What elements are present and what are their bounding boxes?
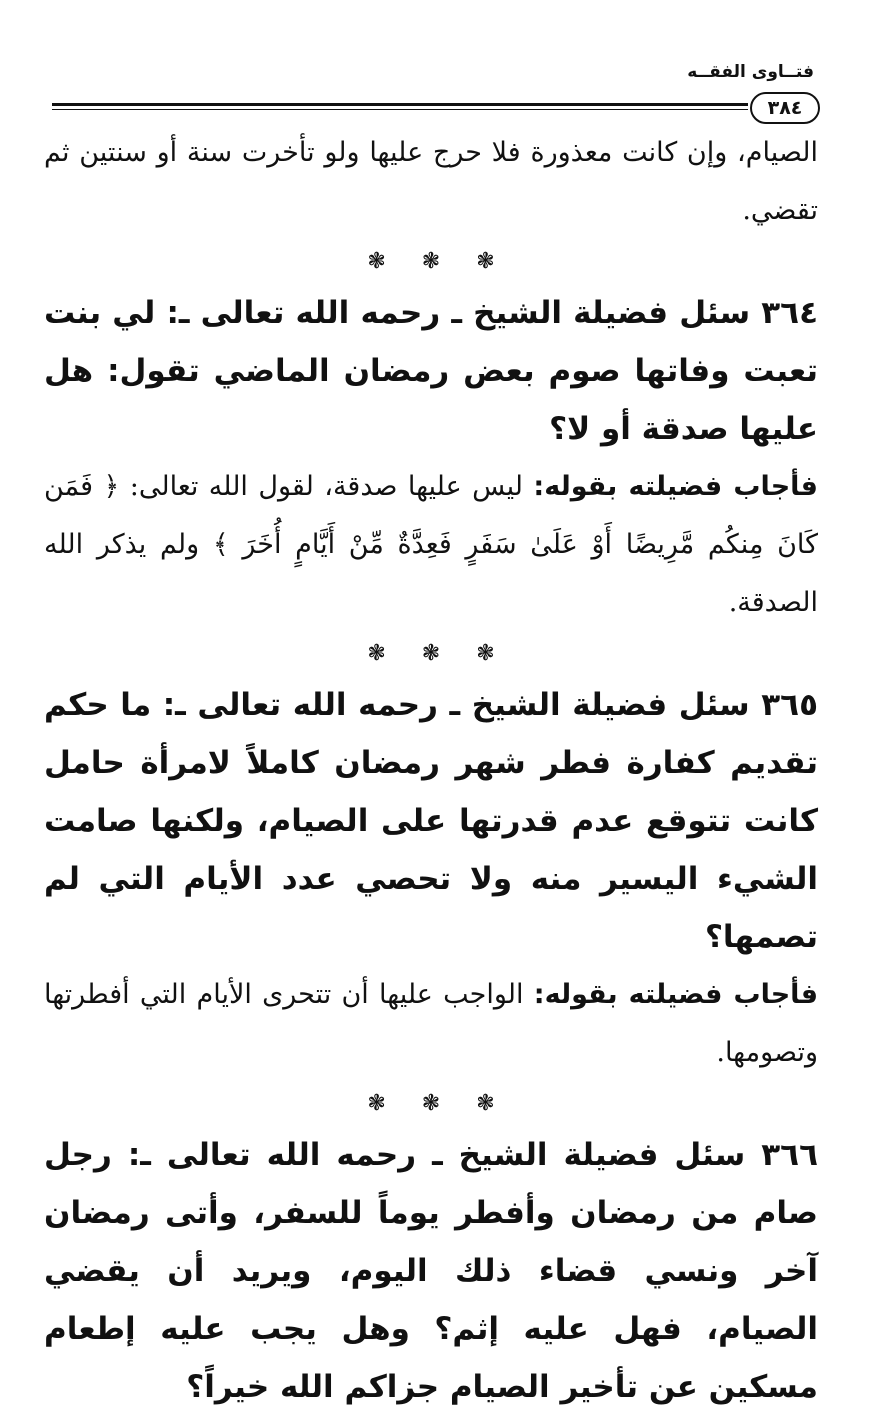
question-364: [44, 284, 818, 458]
question-366: [44, 1126, 818, 1416]
header-rule-thick: [52, 103, 748, 106]
book-page: [40, 40, 820, 1405]
question-number: ٣٦٦: [761, 1137, 818, 1173]
star-ornament-icon: ❃: [476, 641, 495, 666]
answer-text: الواجب عليها أن تتحرى الأيام التي أفطرتها وتصومها.: [44, 979, 818, 1068]
question-365: [44, 676, 818, 966]
answer-364: [44, 458, 818, 632]
question-text: سئل فضيلة الشيخ ـ رحمه الله تعالى ـ: ما حكم تقديم كفارة فطر شهر رمضان كاملاً لامرأة حامل كانت تتوقع عدم قدرتها على الصيام، ولكنها صامت الشيء اليسير منه ولا تحصي عدد الأيام التي لم تصمها؟: [44, 687, 818, 955]
star-ornament-icon: ❃: [476, 1091, 495, 1116]
star-ornament-icon: ❃: [367, 641, 386, 666]
answer-intro: فأجاب فضيلته بقوله:: [533, 471, 818, 502]
section-separator: [44, 240, 818, 284]
answer-365: [44, 966, 818, 1082]
question-text: سئل فضيلة الشيخ ـ رحمه الله تعالى ـ: رجل صام من رمضان وأفطر يوماً للسفر، وأتى رمضان آخر ونسي قضاء ذلك اليوم، ويريد أن يقضي الصيام، فهل عليه إثم؟ وهل يجب عليه إطعام مسكين عن تأخير الصيام جزاكم الله خيراً؟: [44, 1137, 818, 1405]
star-ornament-icon: ❃: [421, 249, 441, 274]
section-separator: [44, 632, 818, 676]
quran-verse: ﴿ فَمَن كَانَ مِنكُم مَّرِيضًا أَوْ عَلَىٰ سَفَرٍ فَعِدَّةٌ مِّنْ أَيَّامٍ أُخَرَ ﴾: [44, 471, 818, 560]
page-number: ٣٨٤: [750, 92, 820, 124]
page-content: [44, 124, 818, 1416]
question-number: ٣٦٥: [761, 687, 819, 723]
answer-continuation-text: الصيام، وإن كانت معذورة فلا حرج عليها ولو تأخرت سنة أو سنتين ثم تقضي.: [44, 137, 818, 226]
question-text: سئل فضيلة الشيخ ـ رحمه الله تعالى ـ: لي بنت تعبت وفاتها صوم بعض رمضان الماضي تقول: هل عليها صدقة أو لا؟: [44, 295, 818, 447]
answer-text: ليس عليها صدقة، لقول الله تعالى:: [129, 471, 523, 502]
answer-intro: فأجاب فضيلته بقوله:: [533, 979, 818, 1010]
answer-continuation: [44, 124, 818, 240]
star-ornament-icon: ❃: [421, 1091, 441, 1116]
answer-text: ولم يذكر الله الصدقة.: [44, 529, 818, 618]
question-number: ٣٦٤: [761, 295, 818, 331]
star-ornament-icon: ❃: [367, 1091, 386, 1116]
star-ornament-icon: ❃: [476, 249, 495, 274]
star-ornament-icon: ❃: [367, 249, 386, 274]
section-separator: [44, 1082, 818, 1126]
star-ornament-icon: ❃: [421, 641, 441, 666]
page-header: [40, 40, 820, 120]
header-rule-thin: [52, 109, 748, 110]
book-title: فتــاوى الفقــه: [687, 62, 814, 82]
